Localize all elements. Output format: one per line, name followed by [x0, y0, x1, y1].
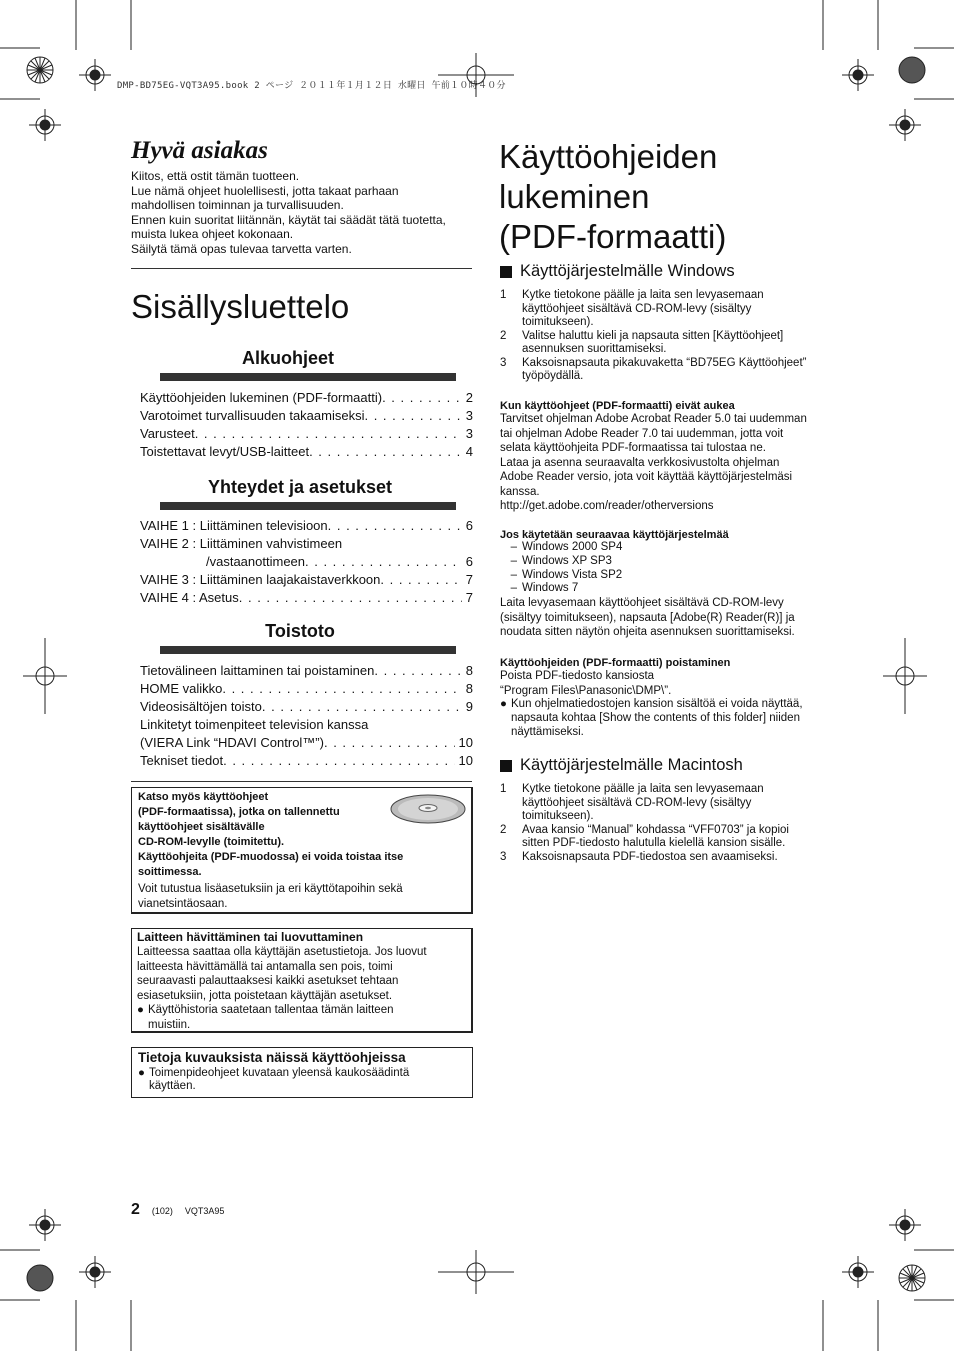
disposal-title: Laitteen hävittäminen tai luovuttaminen	[137, 930, 364, 944]
toc-entry[interactable]: Käyttöohjeiden lukeminen (PDF-formaatti) . . . 2	[140, 389, 473, 407]
noopen-heading: Kun käyttöohjeet (PDF-formaatti) eivät aukea	[500, 400, 735, 412]
toc-entry[interactable]: Tekniset tiedot . . . 10	[140, 752, 473, 770]
toc-section-yhteydet	[140, 517, 473, 607]
greeting-text	[131, 169, 476, 256]
disposal-box	[131, 928, 473, 1033]
cd-disc-icon	[390, 794, 466, 824]
toc-entry[interactable]: /vastaanottimeen . . . 6	[140, 553, 473, 571]
section-bar	[160, 373, 456, 381]
section-bar	[160, 502, 456, 510]
windows-heading: Käyttöjärjestelmälle Windows	[500, 262, 735, 281]
print-header: DMP-BD75EG-VQT3A95.book 2 ページ ２０１１年１月１２日 水曜日 午前１０時４０分	[117, 81, 506, 91]
macintosh-heading: Käyttöjärjestelmälle Macintosh	[500, 756, 743, 775]
cdrom-note-bold: Katso myös käyttöohjeet (PDF-formaatissa), jotka on tallennettu käyttöohjeet sisältävälle CD-ROM-levylle (toimitettu). Käyttöohjeita (PDF-muodossa) ei voida toistaa itse soittimessa.	[138, 791, 404, 878]
adobe-link[interactable]: http://get.adobe.com/reader/otherversions	[500, 500, 714, 512]
toc-entry[interactable]: VAIHE 4 : Asetus . . . 7	[140, 589, 473, 607]
greeting-line: Säilytä tämä opas tulevaa tarvetta varten.	[131, 241, 352, 256]
toc-section-alkuohjeet	[140, 389, 473, 461]
disposal-text: Laitteessa saattaa olla käyttäjän asetustietoja. Jos luovut laitteesta hävittämällä tai antamalla sen pois, toimi seuraavasti palauttaaksesi kaikki asetukset tehtaan esiasetuksiin, jotta poistetaan käyttäjän asetukset.	[137, 946, 427, 1002]
step-item: 2 Avaa kansio “Manual” kohdassa “VFF0703” ja kopioi sitten PDF-tiedosto halutulla kielellä kansion sisälle.	[500, 823, 789, 849]
description-bullet: ● Toimenpideohjeet kuvataan yleensä kaukosäädintä käyttäen.	[138, 1067, 410, 1092]
greeting-line: Kiitos, että ostit tämän tuotteen.	[131, 169, 300, 183]
os-list: – Windows 2000 SP4 – Windows XP SP3 – Windows Vista SP2 – Windows 7	[510, 541, 623, 595]
remove-bullet: ● Kun ohjelmatiedostojen kansion sisältöä ei voida näyttää, napsauta kohtaa [Show the contents of this folder] niiden näyttämiseksi.	[500, 698, 803, 738]
page-number: 2	[131, 1201, 140, 1218]
page-ref: (102)	[151, 1206, 173, 1216]
cdrom-note-text: Voit tutustua lisäasetuksiin ja eri käyttötapoihin sekä vianetsintäosaan.	[138, 883, 403, 910]
toc-entry[interactable]: VAIHE 3 : Liittäminen laajakaistaverkkoon . . . 7	[140, 571, 473, 589]
square-bullet-icon	[500, 266, 512, 278]
divider	[131, 781, 472, 782]
macintosh-steps	[500, 783, 845, 864]
remove-section	[500, 657, 845, 739]
step-item: 3 Kaksoisnapsauta PDF-tiedostoa sen avaamiseksi.	[500, 850, 778, 863]
os-text: Laita levyasemaan käyttöohjeet sisältävä CD-ROM-levy (sisältyy toimitukseen), napsauta [Adobe(R) Reader(R)] ja noudata sitten näytön ohjeita asennuksen suorittamiseksi.	[500, 597, 795, 639]
toc-section-heading: Yhteydet ja asetukset	[207, 477, 393, 497]
remove-text: Poista PDF-tiedosto kansiosta “Program Files\Panasonic\DMP\”.	[500, 670, 672, 697]
toc-entry[interactable]: VAIHE 2 : Liittäminen vahvistimeen	[140, 536, 343, 551]
square-bullet-icon	[500, 760, 512, 772]
greeting-line: mahdollisen toiminnan ja turvallisuuden.	[131, 198, 344, 212]
toc-entry[interactable]: Varotoimet turvallisuuden takaamiseksi . . . 3	[140, 407, 473, 425]
disposal-bullet: ● Käyttöhistoria saatetaan tallentaa tämän laitteen muistiin.	[137, 1004, 394, 1031]
description-box	[131, 1047, 473, 1098]
model-code: VQT3A95	[184, 1206, 225, 1216]
pdf-guide-title: Käyttöohjeiden lukeminen (PDF-formaatti)	[499, 138, 727, 255]
toc-entry[interactable]: Tietovälineen laittaminen tai poistaminen . . . 8	[140, 662, 473, 680]
step-item: 1 Kytke tietokone päälle ja laita sen levyasemaan käyttöohjeet sisältävä CD-ROM-levy (sisältyy toimitukseen).	[500, 289, 764, 328]
greeting-line: Lue nämä ohjeet huolellisesti, jotta takaat parhaan	[131, 183, 399, 198]
noopen-text: Tarvitset ohjelman Adobe Acrobat Reader 5.0 tai uudemman tai ohjelman Adobe Reader 7.0 tai uudemman, jotta voit selata käyttöohjeita PDF-formaatissa tai tulostaa ne. Lataa ja asenna seuraavalta verkkosivustolta ohjelman Adobe Reader versio, jota voit käyttää käyttöjärjestelmäsi kanssa. http://get.adobe.com/reader/otherversions	[500, 412, 845, 514]
windows-steps	[500, 289, 845, 384]
toc-entry[interactable]: Linkitetyt toimenpiteet television kanssa	[140, 717, 369, 732]
greeting-line: muista lukea ohjeet kokonaan.	[131, 227, 294, 241]
greeting-title: Hyvä asiakas	[131, 137, 268, 164]
step-item: 2 Valitse haluttu kieli ja napsauta sitten [Käyttöohjeet] asennuksen suorittamiseksi.	[500, 329, 784, 355]
greeting-line: Ennen kuin suoritat liitännän, käytät tai säädät tätä tuotetta,	[131, 212, 446, 227]
remove-heading: Käyttöohjeiden (PDF-formaatti) poistaminen	[500, 657, 731, 669]
toc-entry[interactable]: (VIERA Link “HDAVI Control™”) . . . 10	[140, 734, 473, 752]
section-bar	[160, 646, 456, 654]
description-title: Tietoja kuvauksista näissä käyttöohjeissa	[138, 1050, 406, 1065]
toc-entry[interactable]: Videosisältöjen toisto . . . 9	[140, 698, 473, 716]
divider	[131, 268, 472, 269]
toc-entry[interactable]: Varusteet . . . 3	[140, 425, 473, 443]
toc-entry[interactable]: Toistettavat levyt/USB-laitteet . . . 4	[140, 443, 473, 461]
cdrom-note-box	[131, 787, 473, 914]
toc-title: Sisällysluettelo	[131, 288, 350, 325]
toc-section-toistoto	[140, 662, 473, 770]
noopen-section	[500, 400, 845, 514]
toc-entry[interactable]: HOME valikko . . . 8	[140, 680, 473, 698]
step-item: 3 Kaksoisnapsauta pikakuvaketta “BD75EG Käyttöohjeet” työpöydällä.	[500, 356, 807, 382]
step-item: 1 Kytke tietokone päälle ja laita sen levyasemaan käyttöohjeet sisältävä CD-ROM-levy (sisältyy toimitukseen).	[500, 783, 764, 822]
os-section	[500, 529, 845, 640]
os-heading: Jos käytetään seuraavaa käyttöjärjestelmää	[500, 529, 729, 541]
page-footer	[131, 1201, 224, 1219]
toc-entry[interactable]: VAIHE 1 : Liittäminen televisioon . . . 6	[140, 517, 473, 535]
toc-section-heading: Alkuohjeet	[241, 348, 334, 368]
toc-section-heading: Toistoto	[265, 621, 335, 641]
